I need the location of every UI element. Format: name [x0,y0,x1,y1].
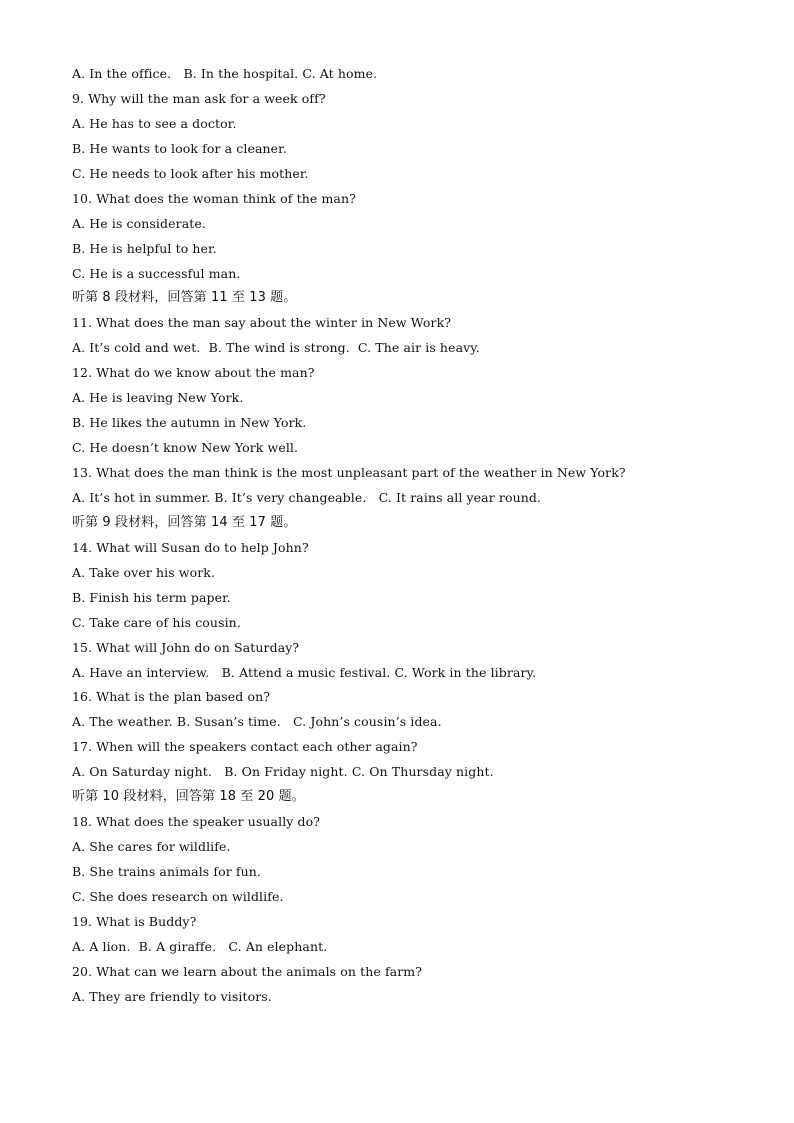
question-text: 13. What does the man think is the most unpleasant part of the weather in New York? [72,465,626,480]
answer-options: A. It’s cold and wet. B. The wind is strong. C. The air is heavy. [72,340,480,356]
answer-options: C. He doesn’t know New York well. [72,440,299,456]
question-text: 10. What does the woman think of the man? [72,190,356,206]
question-text: 11. What does the man say about the winter in New Work? [72,315,452,331]
answer-options: A. He is considerate. [72,215,206,231]
answer-options: A. They are friendly to visitors. [72,988,272,1004]
section-heading: 听第 8 段材料，回答第 11 至 13 题。 [72,290,297,306]
answer-options: A. On Saturday night. B. On Friday night. C. On Thursday night. [72,764,494,780]
question-text: 16. What is the plan based on? [72,689,271,705]
answer-options: B. Finish his term paper. [72,589,231,605]
question-text: 19. What is Buddy? [72,913,197,929]
answer-options: B. She trains animals for fun. [72,864,261,879]
answer-options: A. A lion. B. A giraffe. C. An elephant. [72,938,328,954]
section-heading: 听第 9 段材料，回答第 14 至 17 题。 [72,514,297,530]
answer-options: A. The weather. B. Susan’s time. C. John’s cousin’s idea. [72,714,442,730]
exam-text-body [72,62,732,1010]
question-text: 20. What can we learn about the animals on the farm? [72,963,423,979]
answer-options: A. Take over his work. [72,564,216,580]
answer-options: A. It’s hot in summer. B. It’s very changeable. C. It rains all year round. [72,489,542,505]
answer-options: A. Have an interview. B. Attend a music festival. C. Work in the library. [72,664,537,680]
answer-options: C. She does research on wildlife. [72,888,284,904]
answer-options: B. He likes the autumn in New York. [72,415,307,431]
answer-options: B. He wants to look for a cleaner. [72,140,287,156]
question-text: 17. When will the speakers contact each other again? [72,739,418,755]
answer-options: C. Take care of his cousin. [72,614,241,630]
question-text: 18. What does the speaker usually do? [72,814,321,830]
answer-options: A. He is leaving New York. [72,390,244,406]
answer-options: A. She cares for wildlife. [72,839,231,855]
question-text: 9. Why will the man ask for a week off? [72,90,326,106]
section-heading: 听第 10 段材料，回答第 18 至 20 题。 [72,789,305,805]
question-text: 15. What will John do on Saturday? [72,639,300,655]
answer-options: A. He has to see a doctor. [72,115,237,131]
answer-options: A. In the office. B. In the hospital. C. At home. [72,66,378,81]
answer-options: B. He is helpful to her. [72,240,217,256]
question-text: 12. What do we know about the man? [72,365,315,381]
question-text: 14. What will Susan do to help John? [72,539,309,555]
answer-options: C. He is a successful man. [72,265,241,281]
answer-options: C. He needs to look after his mother. [72,165,309,181]
